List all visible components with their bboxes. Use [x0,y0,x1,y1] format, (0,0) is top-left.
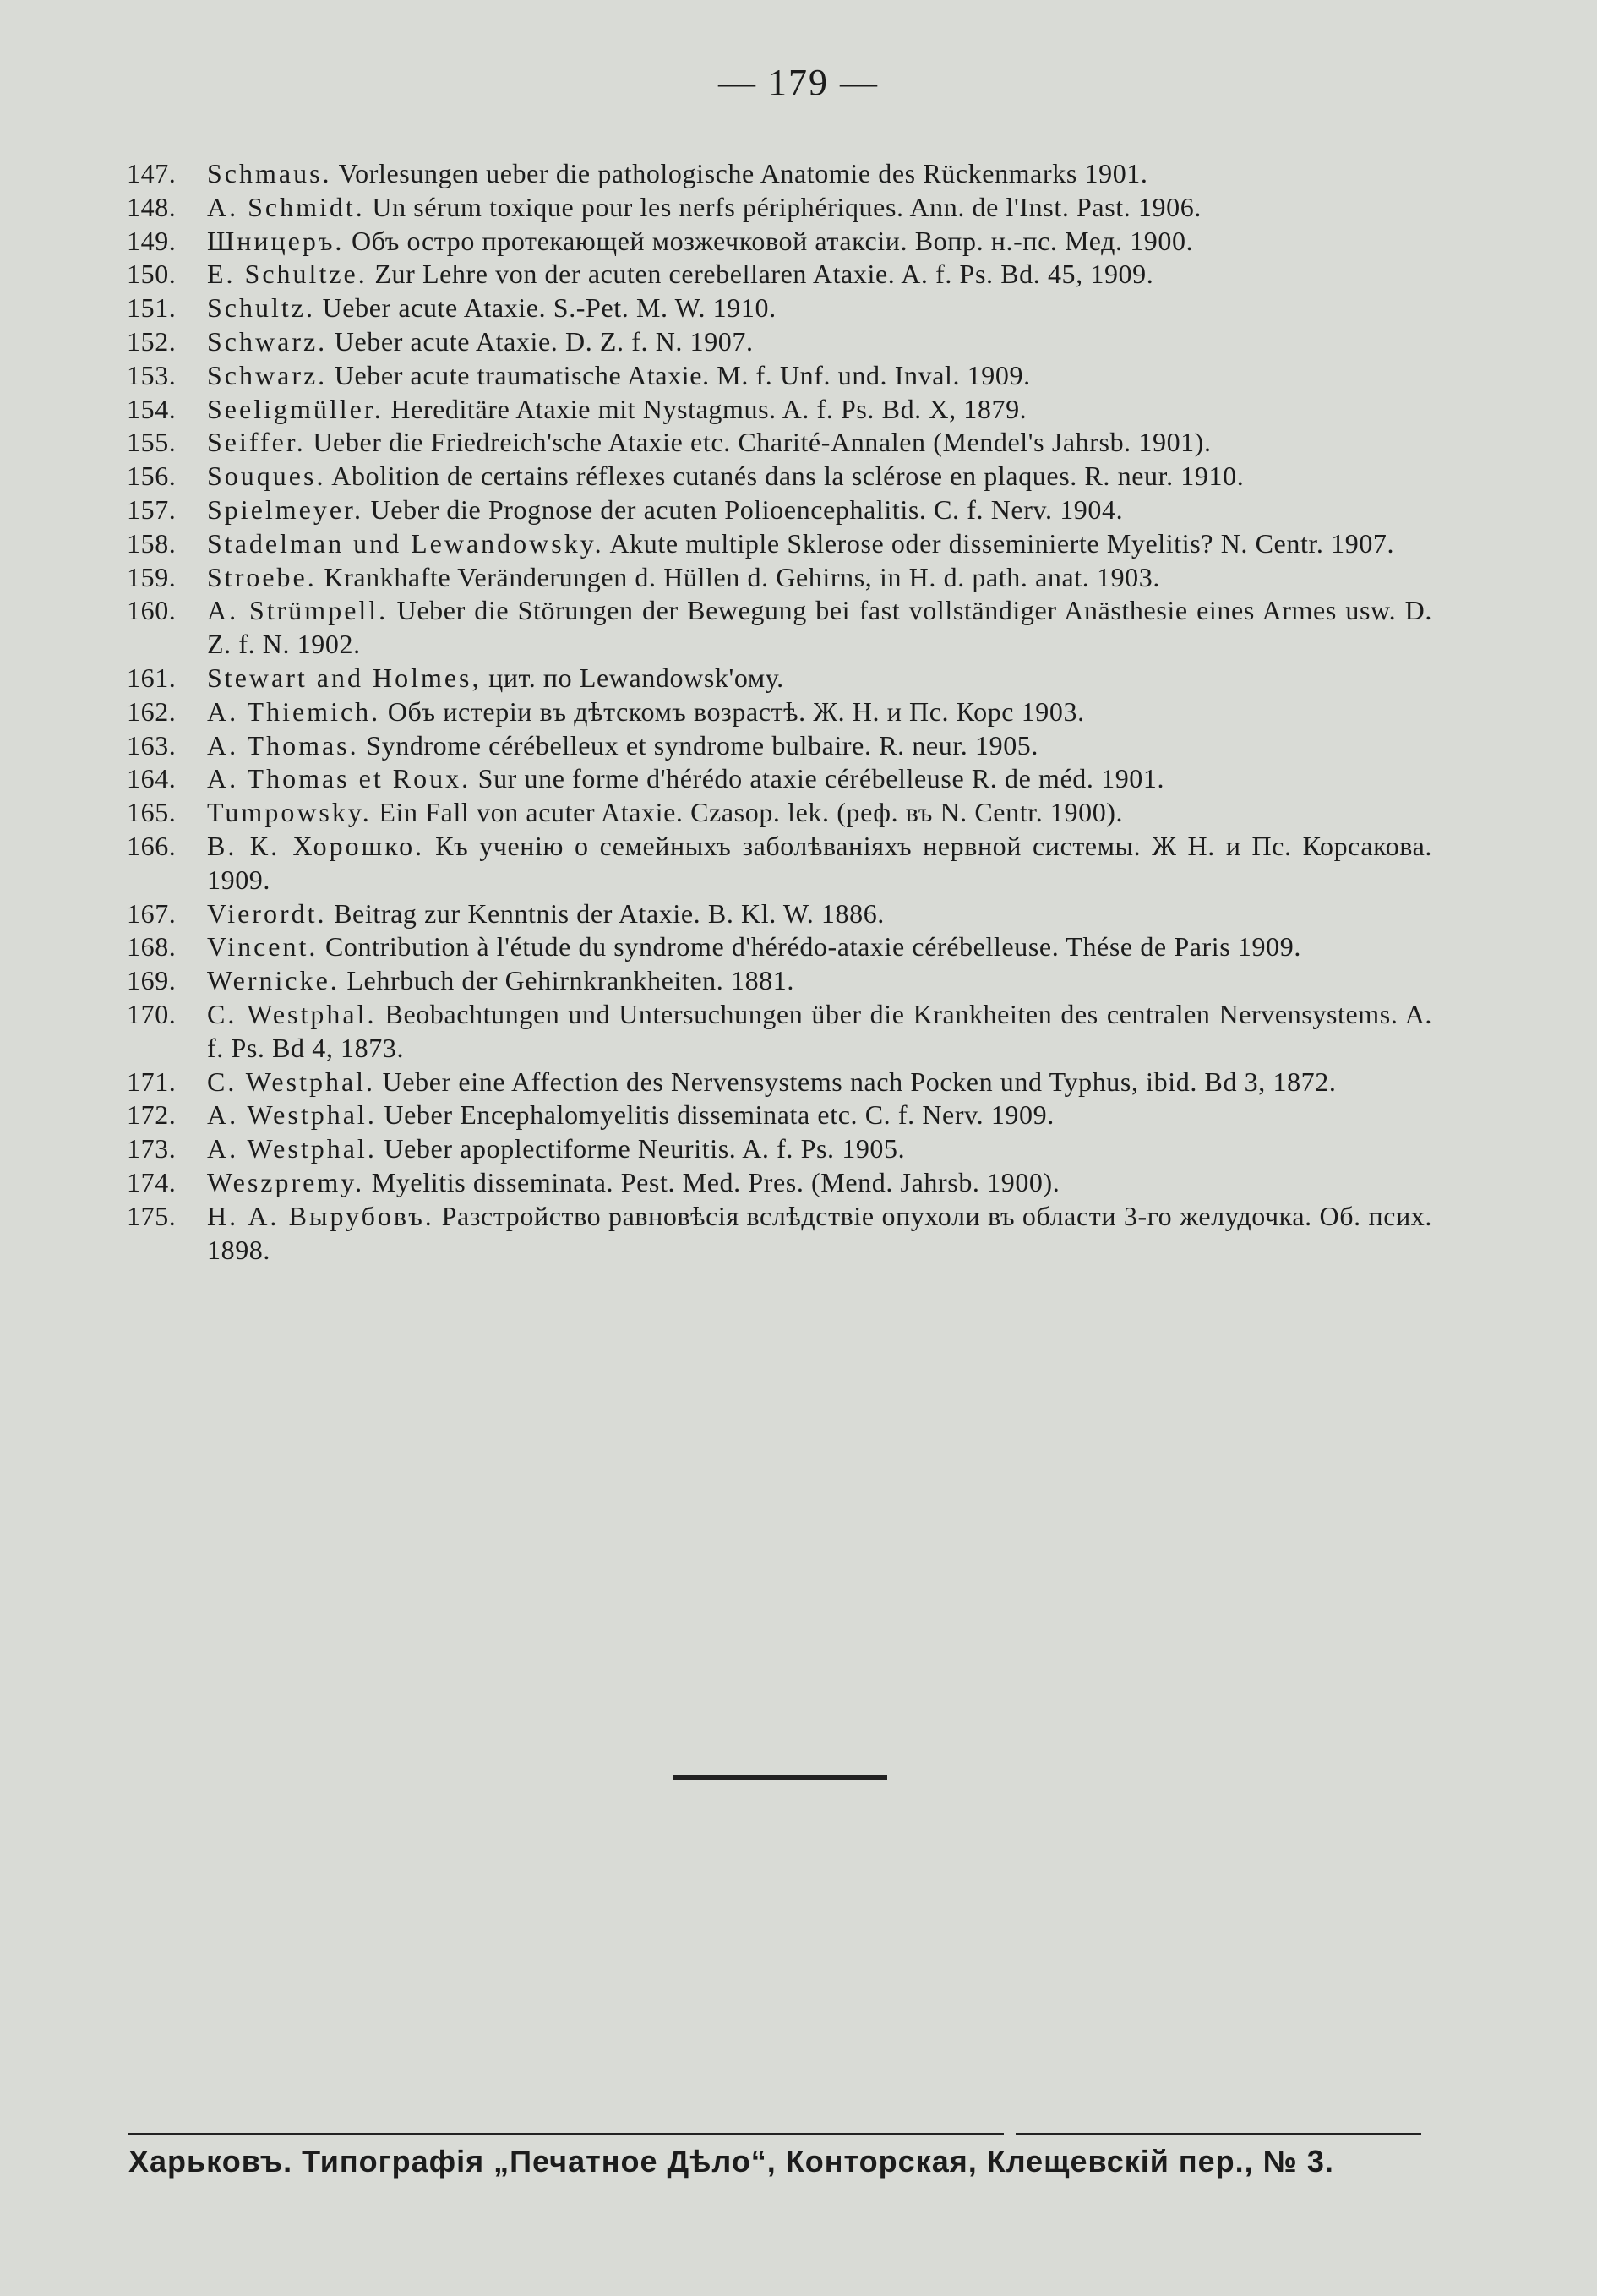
bibliography-entry [127,1200,1432,1268]
bibliography-entry [127,695,1432,729]
entry-citation: Contribution à l'étude du syndrome d'hérédo-ataxie cérébelleuse. Thése de Paris 1909. [324,931,1301,963]
bibliography-entry [127,561,1432,595]
bibliography-entry [127,157,1432,191]
entry-author: Vincent. [207,931,319,963]
entry-citation: Syndrome cérébelleux et syndrome bulbaire. R. neur. 1905. [366,729,1039,761]
bibliography-entry [127,897,1432,931]
entry-author: Souques. [207,461,326,492]
entry-citation: Ein Fall von acuter Ataxie. Czasop. lek. (реф. въ N. Centr. 1900). [379,797,1124,828]
bibliography-entry [127,1166,1432,1200]
entry-author: Stadelman und Lewandowsky. [207,527,604,559]
bibliography-entry [127,662,1432,695]
page-number: — 179 — [718,62,879,103]
entry-author: A. Thomas et Roux. [207,763,471,794]
entry-author: C. Westphal. [207,1066,376,1097]
entry-author: A. Strümpell. [207,595,389,626]
entry-citation: Sur une forme d'hérédo ataxie cérébelleuse R. de méd. 1901. [477,763,1165,794]
entry-citation: Ueber Encephalomyelitis disseminata etc. C. f. Nerv. 1909. [384,1099,1055,1131]
entry-number: 171. [127,1066,177,1097]
entry-number: 170. [127,998,177,1029]
bibliography-entry [127,1099,1432,1132]
entry-author: Weszpremy. [207,1166,365,1197]
entry-author: Seeligmüller. [207,393,384,424]
bibliography-entry [127,1066,1432,1099]
entry-author: Schultz. [207,292,315,324]
entry-author: Н. А. Вырубовъ. [207,1200,434,1231]
entry-number: 156. [127,461,177,492]
entry-author: В. К. Хорошко. [207,830,425,861]
entry-number: 159. [127,561,177,592]
entry-author: Spielmeyer. [207,494,363,525]
bibliography-entry [127,998,1432,1066]
entry-number: 165. [127,797,177,828]
entry-number: 148. [127,191,177,222]
bibliography-entry [127,1132,1432,1166]
entry-author: Vierordt. [207,897,327,929]
bibliography-entry [127,225,1432,259]
entry-number: 166. [127,830,177,861]
bibliography-entry [127,796,1432,830]
entry-author: A. Thomas. [207,729,359,761]
entry-citation: Hereditäre Ataxie mit Nystagmus. A. f. Ps. Bd. X, 1879. [390,393,1027,424]
entry-citation: Zur Lehre von der acuten cerebellaren Ataxie. A. f. Ps. Bd. 45, 1909. [374,259,1154,290]
entry-citation: Ueber die Friedreich'sche Ataxie etc. Charité-Annalen (Mendel's Jahrsb. 1901). [313,427,1212,458]
entry-author: A. Westphal. [207,1133,377,1164]
entry-citation: Un sérum toxique pour les nerfs périphériques. Ann. de l'Inst. Past. 1906. [372,191,1202,222]
entry-author: Stewart and Holmes, [207,662,482,693]
bibliography-entry [127,830,1432,897]
entry-citation: Krankhafte Veränderungen d. Hüllen d. Gehirns, in H. d. path. anat. 1903. [324,561,1160,592]
entry-author: Schwarz. [207,325,328,357]
bibliography-entry [127,527,1432,561]
entry-number: 162. [127,695,177,727]
entry-number: 164. [127,763,177,794]
entry-citation: Къ ученію о семейныхъ заболѣваніяхъ нервной системы. Ж Н. и Пс. Корсакова. 1909. [207,830,1432,895]
entry-citation: Ueber die Prognose der acuten Polioencephalitis. C. f. Nerv. 1904. [370,494,1124,525]
entry-author: A. Westphal. [207,1099,377,1131]
entry-citation: Объ истеріи въ дѣтскомъ возрастѣ. Ж. Н. и Пс. Корс 1903. [387,695,1085,727]
footer-rule-right [1016,2133,1421,2135]
bibliography-entry [127,594,1432,662]
entry-number: 161. [127,662,177,693]
entry-number: 169. [127,965,177,996]
entry-number: 173. [127,1133,177,1164]
entry-citation: Ueber eine Affection des Nervensystems nach Pocken und Typhus, ibid. Bd 3, 1872. [382,1066,1337,1097]
entry-number: 172. [127,1099,177,1131]
entry-citation: Abolition de certains réflexes cutanés dans la sclérose en plaques. R. neur. 1910. [331,461,1245,492]
bibliography-entry [127,191,1432,225]
bibliography-entry [127,325,1432,359]
bibliography-entry [127,258,1432,292]
entry-number: 150. [127,259,177,290]
entry-author: A. Thiemich. [207,695,381,727]
section-divider [673,1775,887,1780]
entry-author: Seiffer. [207,427,306,458]
entry-number: 163. [127,729,177,761]
entry-number: 152. [127,325,177,357]
bibliography-list [127,157,1432,1267]
entry-citation: Beobachtungen und Untersuchungen über die Krankheiten des centralen Nervensystems. A. f. Ps. Bd 4, 1873. [207,998,1433,1063]
bibliography-entry [127,964,1432,998]
entry-citation: Beitrag zur Kenntnis der Ataxie. B. Kl. W. 1886. [334,897,885,929]
entry-citation: Ueber acute Ataxie. S.-Pet. M. W. 1910. [322,292,777,324]
entry-citation: Объ остро протекающей мозжечковой атаксіи. Вопр. н.-пс. Мед. 1900. [352,225,1194,256]
entry-number: 157. [127,494,177,525]
entry-citation: Ueber acute Ataxie. D. Z. f. N. 1907. [334,325,754,357]
entry-number: 160. [127,595,177,626]
bibliography-entry [127,729,1432,763]
bibliography-entry [127,359,1432,393]
bibliography-entry [127,393,1432,427]
bibliography-entry [127,426,1432,460]
entry-citation: Myelitis disseminata. Pest. Med. Pres. (Mend. Jahrsb. 1900). [371,1166,1060,1197]
entry-citation: Ueber acute traumatische Ataxie. M. f. Unf. und. Inval. 1909. [334,359,1031,390]
entry-author: Шницеръ. [207,225,345,256]
entry-citation: Ueber die Störungen der Bewegung bei fast vollständiger Anästhesie eines Armes usw. D. Z. f. N. 1902. [207,595,1432,660]
entry-citation: Vorlesungen ueber die pathologische Anatomie des Rückenmarks 1901. [338,158,1148,188]
entry-number: 168. [127,931,177,963]
entry-number: 147. [127,158,177,188]
bibliography-entry [127,292,1432,325]
entry-citation: Ueber apoplectiforme Neuritis. A. f. Ps. 1905. [384,1133,906,1164]
entry-citation: Akute multiple Sklerose oder disseminierte Myelitis? N. Centr. 1907. [609,527,1395,559]
bibliography-entry [127,494,1432,527]
bibliography-entry [127,762,1432,796]
entry-number: 158. [127,527,177,559]
entry-author: Wernicke. [207,965,340,996]
entry-author: Stroebe. [207,561,317,592]
entry-author: Schmaus. [207,158,332,188]
entry-citation: цит. по Lewandowsk'ому. [488,662,784,693]
printer-imprint: Харьковъ. Типографія „Печатное Дѣло“, Конторская, Клещевскій пер., № 3. [128,2144,1334,2179]
entry-citation: Lehrbuch der Gehirnkrankheiten. 1881. [346,965,794,996]
entry-number: 154. [127,393,177,424]
entry-citation: Разстройство равновѣсія вслѣдствіе опухоли въ области 3-го желудочка. Об. псих. 1898. [207,1200,1432,1265]
entry-author: Tumpowsky. [207,797,372,828]
entry-author: Schwarz. [207,359,328,390]
bibliography-entry [127,930,1432,964]
entry-author: E. Schultze. [207,259,368,290]
entry-number: 175. [127,1200,177,1231]
entry-number: 151. [127,292,177,324]
entry-number: 153. [127,359,177,390]
bibliography-entry [127,460,1432,494]
entry-author: C. Westphal. [207,998,377,1029]
entry-number: 149. [127,225,177,256]
footer-rule-left [128,2133,1004,2135]
entry-author: A. Schmidt. [207,191,365,222]
entry-number: 174. [127,1166,177,1197]
entry-number: 167. [127,897,177,929]
entry-number: 155. [127,427,177,458]
